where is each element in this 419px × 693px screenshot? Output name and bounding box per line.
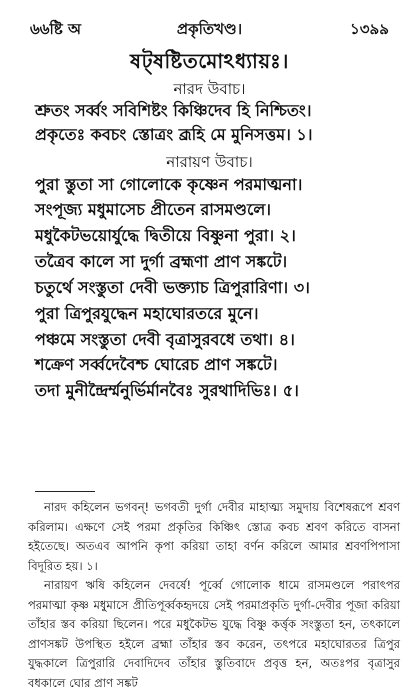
- commentary-paragraph: নারদ কহিলেন ভগবন্‌! ভগবতী দুর্গা দেবীর মাহাত্ম্য সমুদায় বিশেষরূপে শ্রবণ করিলাম। এক্ষণে সেই পরমা প্রকৃতির কিঞ্চিৎ স্তোত্র কবচ শ্রবণ করিতে বাসনা হইতেছে। অতএব আপনি কৃপা করিয়া তাহা বর্ণন করিলে আমার শ্রবণপিপাসা বিদূরিত হয়। ১।: [28, 500, 400, 573]
- verse-line: পুরা ত্রিপুরযুদ্ধেন মহাঘোরতরে মুনে।: [35, 304, 259, 323]
- verse-line: তদা মুনীন্দ্রৈর্ম্মনুর্ভির্মানবৈঃ সুরথাদিভিঃ। ৫।: [35, 381, 299, 400]
- chapter-title: ষট্‌ষষ্টিতমোঽধ্যায়ঃ।: [130, 49, 289, 73]
- verse-line: পুরা স্তুতা সা গোলোকে কৃষ্ণেন পরমাত্মনা।: [35, 175, 303, 194]
- chapter-marker: ৬৬ষ্টি অ: [30, 20, 82, 38]
- verse-line: তত্রৈব কালে সা দুর্গা ব্রহ্মণা প্রাণ সঙ্কটে।: [35, 252, 288, 271]
- footnote-divider: [35, 491, 95, 492]
- verse-line: পঞ্চমে সংস্তুতা দেবী বৃত্রাসুরবধে তথা। ৪।: [35, 330, 295, 349]
- verse-line: প্রকৃতেঃ কবচং স্তোত্রং ব্রূহি মে মুনিসত্তম। ১।: [35, 125, 313, 144]
- commentary-paragraph: নারায়ণ ঋষি কহিলেন দেবর্ষে! পূর্ব্বে গোলোক ধামে রাসমণ্ডলে পরাৎপর পরমাত্মা কৃষ্ণ মধুমাসে প্রীতিপূর্ব্বকহৃদয়ে সেই পরমাপ্রকৃতি দুর্গা-দেবীর পূজা করিয়া তাঁহার স্তব করিয়া ছিলেন। পরে মধুকৈটভ যুদ্ধে বিষ্ণু কর্ত্তৃক সংস্তুতা হন, তৎকালে প্রাণসঙ্কট উপস্থিত হইলে ব্রহ্মা তাঁহার স্তব করেন, তৎপরে মহাঘোরতর ত্রিপুর যুদ্ধকালে ত্রিপুরারি দেবাদিদেব তাঁহার স্তুতিবাদে প্রবৃত্ত হন, অতঃপর বৃত্রাসুর বধকালে ঘোর প্রাণ সঙ্কট: [28, 578, 400, 690]
- verse-line: চতুর্থে সংস্তুতা দেবী ভক্ত্যাচ ত্রিপুরারিণা। ৩।: [35, 278, 310, 297]
- page-number: ১৩৯৯: [350, 20, 389, 38]
- speaker-heading-narada: নারদ উবাচ।: [173, 80, 246, 98]
- verse-line: শ্রুতং সর্ব্বং সবিশিষ্টং কিঞ্চিদেব হি নিশ্চিতং।: [35, 101, 312, 120]
- speaker-heading-narayana: নারায়ণ উবাচ।: [166, 153, 253, 171]
- commentary-block: [28, 498, 400, 693]
- verse-line: সংপূজ্য মধুমাসেচ প্রীতেন রাসমণ্ডলে।: [35, 200, 272, 219]
- page-header: [0, 18, 419, 42]
- running-title: প্রকৃতিখণ্ড।: [176, 20, 243, 38]
- verse-line: মধুকৈটভয়োর্যুদ্ধে দ্বিতীয়ে বিষ্ণুনা পুরা। ২।: [35, 226, 296, 245]
- verse-line: শক্রেণ সর্ব্বদেবৈশ্চ ঘোরেচ প্রাণ সঙ্কটে।: [35, 355, 278, 374]
